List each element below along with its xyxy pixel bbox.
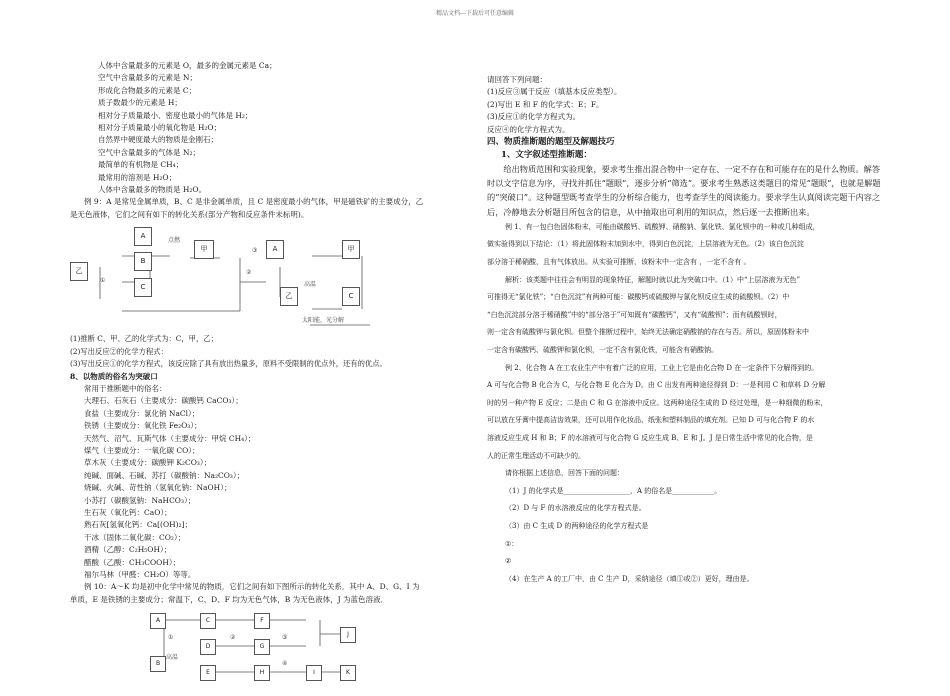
diagram2-box-I: I — [306, 665, 322, 681]
example2-question: 请你根据上述信息，回答下面的问题： — [505, 469, 624, 478]
fact-line: 相对分子质量最小的氧化物是 H₂O； — [98, 123, 222, 133]
example2-text: A 可与化合物 B 化合为 C，与化合物 E 化合为 D。由 C 出发有两种途径得到 D：一是利用 C 和草料 D 分解 — [487, 381, 826, 390]
diagram2-box-D: D — [200, 639, 216, 655]
section8-intro: 常用于推断题中的俗名： — [84, 383, 167, 393]
right-column — [487, 74, 882, 588]
sub1-paragraph: 给出物质范围和实验现象，要求考生推出混合物中一定存在、一定不存在和可能存在的是什么物质。解答时以文字信息为序，寻找并抓住“题眼”，逐步分析“筛选”。要求考生熟悉这类题目的常见“题眼”，也就是解题的“突破口”。这种题型既考查学生的分析综合能力，也考查学生的阅读能力。要求学生认真阅读完题干内容之后，冷静地去分析题目所包含的信息，从中抽取出可利用的知识点，然后逐一去推断出来。 — [487, 164, 881, 217]
example9-text: 是无色液体，它们之间有如下的转化关系(部分产物和反应条件未标明)。 — [70, 209, 309, 219]
name-line: 酒精（乙醇：C₂H₅OH）； — [84, 545, 172, 555]
question-line: (2)写出 E 和 F 的化学式：E；F。 — [487, 99, 604, 109]
name-line: 煤气（主要成分：一氧化碳 CO）； — [84, 445, 200, 455]
q9-line: (2)写出反应②的化学方程式： — [70, 346, 168, 356]
example2-text: 时的另一种产物 E 反应；二是由 C 和 G 在溶液中反应。这两种途径生成的 D 经过处理，是一种细微的粉末， — [487, 398, 828, 407]
diagram2-box-A: A — [150, 613, 166, 629]
name-line: 纯碱、面碱、石碱、苏打（碳酸钠：Na₂CO₃）； — [84, 470, 245, 480]
page-header: 精品文档---下载后可任意编辑 — [435, 10, 515, 17]
left-column — [70, 60, 470, 692]
fact-line: 人体中含量最多的元素是 O，最多的金属元素是 Ca； — [98, 61, 277, 70]
diagram2-label-r1: ① — [168, 634, 174, 642]
name-line: 铁锈（主要成分：氧化铁 Fe₂O₃）； — [84, 421, 202, 431]
question-line: 反应④的化学方程式为。 — [487, 124, 570, 134]
q9-line: (3)写出反应①的化学方程式，该反应除了具有放出热量多，原料不受限制的优点外，还有的优点。 — [70, 359, 387, 369]
name-line: 大理石、石灰石（主要成分：碳酸钙 CaCO₃）； — [84, 396, 243, 406]
example9-text: 例 9：A 是常见金属单质，B、C 是非金属单质，且 C 是密度最小的气体，甲是磁铁矿的主要成分，乙 — [84, 197, 424, 207]
name-line: 天然气、沼气、瓦斯气体（主要成分：甲烷 CH₄）； — [84, 433, 256, 443]
example2-question: ①： — [505, 539, 519, 548]
diagram-label-r2: ② — [246, 269, 252, 277]
name-line: 福尔马林（甲醛：CH₂O）等等。 — [84, 570, 196, 579]
diagram2-box-H: H — [254, 665, 270, 681]
diagram-box-A: A — [134, 227, 152, 246]
diagram2-label-r2: ② — [230, 634, 236, 642]
fact-line: 空气中含量最多的气体是 N₂； — [98, 147, 200, 157]
fact-line: 相对分子质量最小、密度也最小的气体是 H₂； — [98, 110, 253, 120]
example2-question: ② — [505, 557, 512, 566]
fact-line: 空气中含量最多的元素是 N； — [98, 73, 197, 83]
diagram-box-C2: C — [342, 287, 360, 306]
question-line: (1)反应③属于反应（填基本反应类型）。 — [487, 87, 622, 97]
analysis-text: 一定含有碳酸钙、硫酸钾和氯化钡，一定不含有氯化铁，可能含有硝酸钠。 — [487, 346, 718, 354]
diagram2-box-G: G — [254, 639, 270, 655]
diagram2-label-r3: ③ — [282, 634, 288, 642]
diagram-label-r3: ③ — [252, 247, 258, 255]
name-line: 干冰（固体二氧化碳：CO₂）； — [84, 532, 186, 542]
diagram2-label-r4: ④ — [282, 660, 288, 668]
diagram-box-yi: 乙 — [70, 262, 88, 281]
diagram-label-sun: 太阳能，光分解 — [302, 317, 345, 325]
analysis-text: 可推得无“氯化铁”；“白色沉淀”有两种可能：碳酸钙或硫酸钾与氯化钡反应生成的硫酸钡。（2）中 — [487, 293, 790, 302]
diagram-box-C: C — [134, 278, 152, 297]
section4-title: 四、物质推断题的题型及解题技巧 — [487, 137, 615, 148]
analysis-text: 解析：该类题中往往会有明显的现象特征，解题时就以此为突破口中。（1）中“上层溶液为无色” — [505, 275, 801, 284]
diagram-box-yi2: 乙 — [280, 287, 298, 306]
diagram2-box-K: K — [340, 665, 356, 681]
example2-text: 溶液反应生成 H 和 B；F 的水溶液可与化合物 G 反应生成 B、E 和 J。J 是日常生活中常见的化合物，是 — [487, 433, 813, 442]
section8-title: 8、以物质的俗名为突破口 — [70, 371, 158, 381]
question-line: (3)反应①的化学方程式为。 — [487, 112, 581, 122]
name-line: 草木灰（主要成分：碳酸钾 K₂CO₃）； — [84, 458, 212, 468]
diagram2-box-B: B — [150, 656, 166, 672]
fact-line: 质子数最少的元素是 H； — [98, 98, 182, 108]
analysis-text: “白色沉淀部分溶于稀硝酸”中的“部分溶于”可知既有“碳酸钙”，又有“硫酸钡”；而有硫酸钡时， — [487, 310, 782, 319]
diagram-2-arrows — [70, 612, 470, 692]
name-line: 生石灰（氧化钙：CaO）； — [84, 507, 172, 517]
example10-text: 例 10：A～K 均是初中化学中常见的物质．它们之间有如下图所示的转化关系．其中 A、D、G、I 为 — [84, 582, 420, 592]
diagram-box-A2: A — [266, 240, 284, 259]
fact-line: 最简单的有机物是 CH₄； — [98, 160, 184, 170]
diagram-box-jia: 甲 — [194, 240, 214, 259]
name-line: 小苏打（碳酸氢钠：NaHCO₃）； — [84, 495, 196, 505]
diagram2-label-gaowen: 高温 — [166, 654, 179, 662]
q9-line: (1)推断 C、甲、乙的化学式为：C，甲，乙； — [70, 334, 218, 344]
diagram2-box-C: C — [200, 613, 216, 629]
example2-question: （1）J 的化学式是___________________，A 的俗名是____________。 — [505, 486, 722, 495]
name-line: 醋酸（乙酸：CH₃COOH）； — [84, 557, 181, 567]
example2-text: 例 2、化合物 A 在工农业生产中有着广泛的应用，工业上它是由化合物 D 在一定条件下分解得到的。 — [505, 363, 819, 372]
example2-question: （4）在生产 A 的工厂中，由 C 生产 D，采纳途径（填①或②）更好，理由是。 — [505, 574, 754, 583]
example10-text: 单质，E 是铁锈的主要成分；常温下，C、D、F 均为无色气体，B 为无色液体，J 为蓝色溶液． — [70, 594, 388, 604]
diagram-label-gaowen: 高温 — [304, 281, 317, 289]
diagram2-box-J: J — [340, 627, 356, 643]
name-line: 熟石灰[氢氧化钙：Ca[(OH)₂]； — [84, 520, 193, 530]
diagram-label-r1: ① — [100, 277, 106, 285]
reaction-diagram-2 — [70, 612, 470, 692]
example1-text: 做实验得到以下结论：（1）将此固体粉末加到水中，得到白色沉淀，上层溶液为无色。（2）该白色沉淀 — [487, 240, 804, 249]
fact-line: 最常用的溶剂是 H₂O； — [98, 172, 177, 182]
example2-text: 可以放在牙膏中提高洁齿效果，还可以用作化妆品、纸张和塑料制品的填充剂。已知 D 可与化合物 F 的水 — [487, 416, 815, 425]
name-line: 烧碱、火碱、苛性钠（氢氧化钠：NaOH）； — [84, 483, 232, 493]
fact-line: 人体中含量最多的物质是 H₂O。 — [98, 185, 207, 195]
example2-question: （3）由 C 生成 D 的两种途径的化学方程式是 — [505, 521, 649, 530]
diagram-label-dianran: 点燃 — [168, 237, 181, 245]
example2-text: 人的正常生理活动不可缺少的。 — [487, 451, 585, 460]
example1-text: 部分溶于稀硝酸，且有气体放出。从实验可推断，该粉末中一定含有 ，一定不含有 。 — [487, 258, 751, 267]
diagram2-box-E: E — [200, 665, 216, 681]
diagram-box-B: B — [134, 252, 152, 271]
questions-intro: 请回答下列问题： — [487, 75, 547, 84]
analysis-text: 则一定含有硫酸钾与氯化钡。但整个推断过程中，始终无法确定硝酸钠的存在与否。所以，原固体粉末中 — [487, 328, 809, 337]
diagram-box-jia2: 甲 — [342, 240, 360, 259]
example1-text: 例 1、有一包白色固体粉末，可能由碳酸钙、硫酸钾、硝酸钠、氯化铁、氯化钡中的一种或几种组成， — [505, 222, 820, 231]
reaction-diagram-1 — [70, 225, 470, 331]
fact-line: 形成化合物最多的元素是 C； — [98, 85, 197, 95]
name-line: 食盐（主要成分：氯化钠 NaCl）； — [84, 408, 200, 418]
sub1-title: 1、文字叙述型推断题： — [501, 150, 592, 161]
diagram2-box-F: F — [254, 613, 270, 629]
example2-question: （2）D 与 F 的水溶液反应的化学方程式是。 — [505, 504, 646, 513]
fact-line: 自然界中硬度最大的物质是金刚石； — [98, 135, 218, 145]
